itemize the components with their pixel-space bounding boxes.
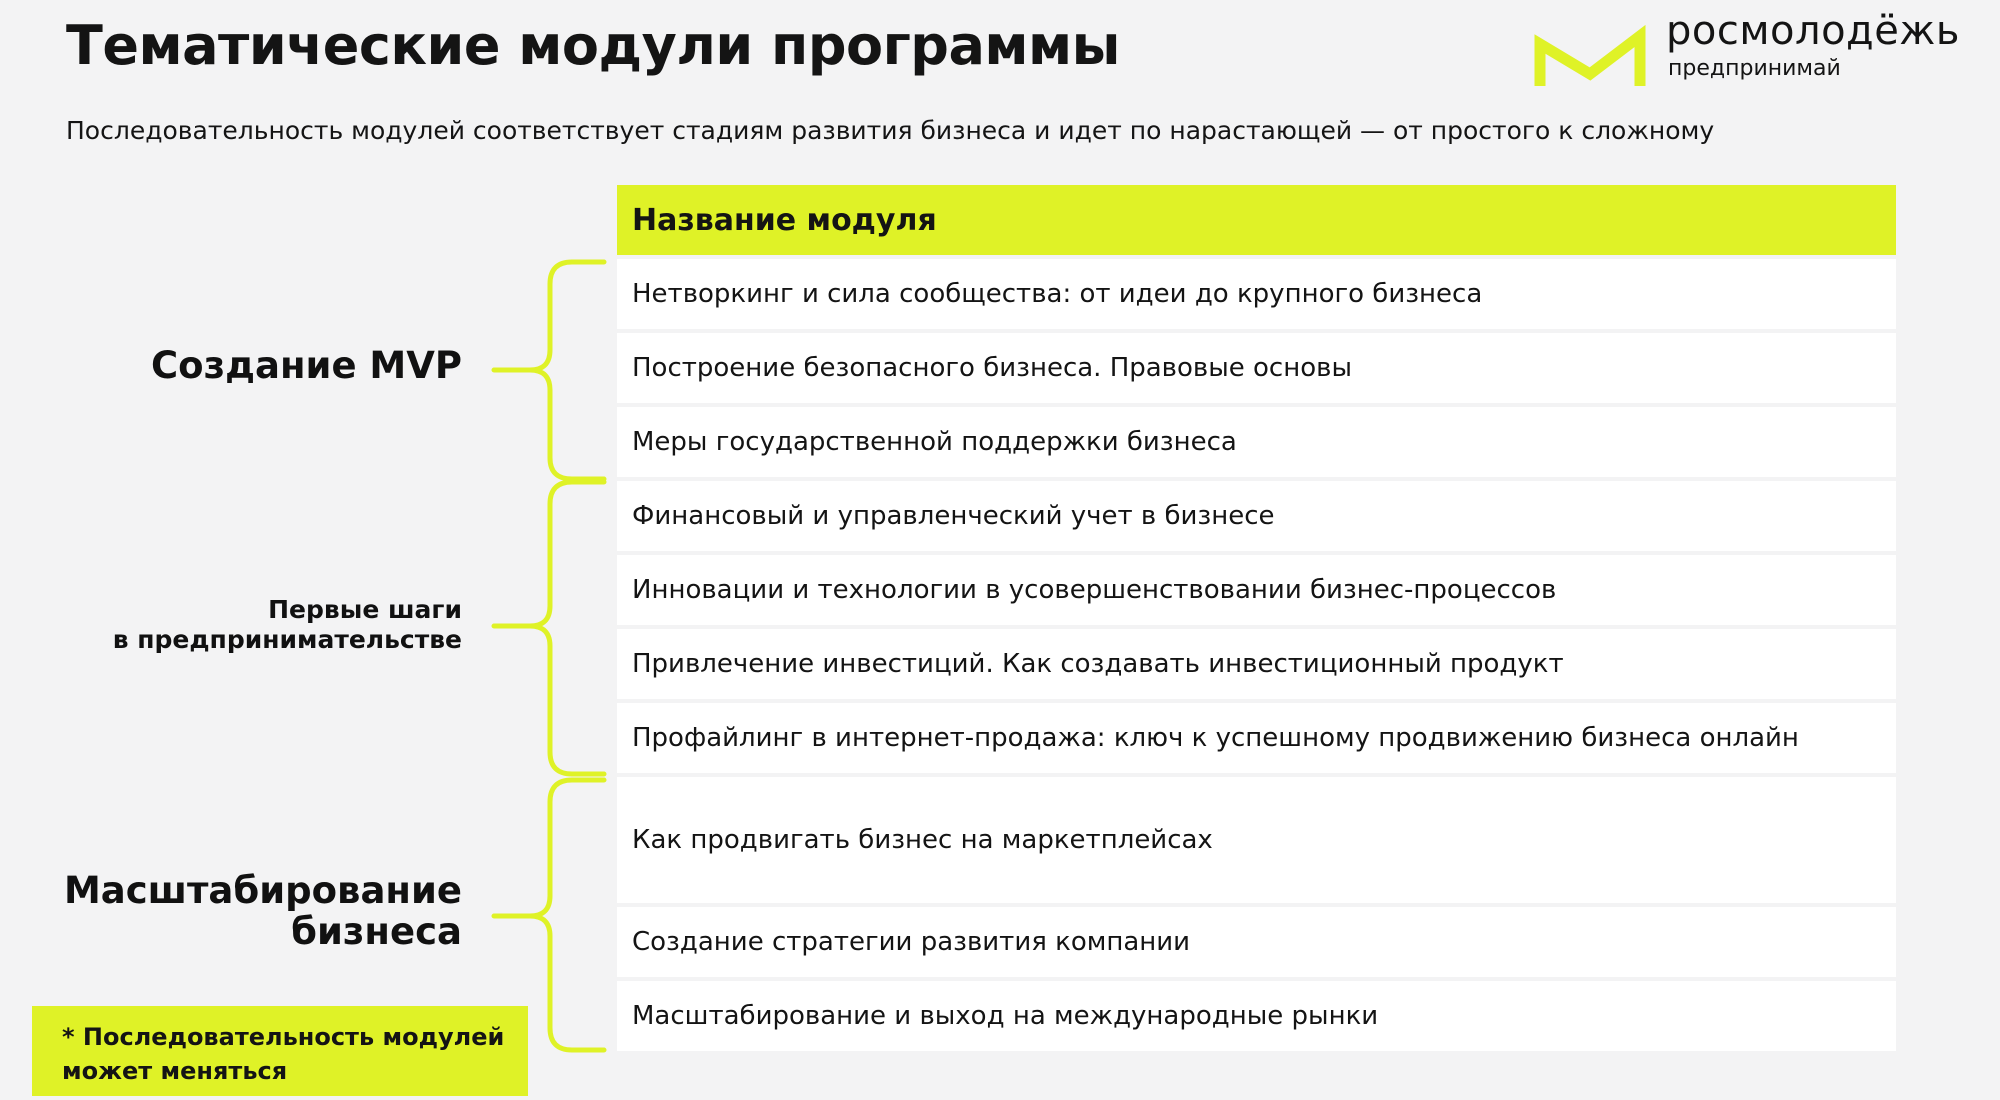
page-subtitle: Последовательность модулей соответствует стадиям развития бизнеса и идет по нарастающей — от простого к сложному (66, 116, 1715, 145)
stage-label-scaling (64, 870, 462, 952)
note-line2: может меняться (62, 1057, 288, 1085)
table-row: Как продвигать бизнес на маркетплейсах (617, 777, 1896, 903)
table-row: Привлечение инвестиций. Как создавать инвестиционный продукт (617, 629, 1896, 699)
stage-first-steps-line2: в предпринимательстве (112, 625, 462, 654)
note-line1: * Последовательность модулей (62, 1023, 505, 1051)
table-row: Создание стратегии развития компании (617, 907, 1896, 977)
table-row: Нетворкинг и сила сообщества: от идеи до крупного бизнеса (617, 259, 1896, 329)
table-row: Меры государственной поддержки бизнеса (617, 407, 1896, 477)
table-row: Масштабирование и выход на международные рынки (617, 981, 1896, 1051)
bracket-mvp (494, 262, 604, 479)
modules-table (617, 185, 1896, 1051)
sequence-note (32, 1006, 528, 1096)
logo-tagline: предпринимай (1668, 56, 1841, 81)
stage-first-steps-line1: Первые шаги (268, 595, 462, 624)
stage-label-first-steps (113, 595, 462, 655)
bracket-first-steps (494, 482, 604, 774)
logo-mark-icon (1534, 24, 1646, 90)
brand-logo (1534, 10, 1974, 90)
page-title: Тематические модули программы (66, 14, 1121, 77)
table-row: Профайлинг в интернет-продажа: ключ к успешному продвижению бизнеса онлайн (617, 703, 1896, 773)
table-header: Название модуля (617, 185, 1896, 255)
stage-scaling-line2: бизнеса (291, 910, 462, 953)
stage-label-mvp: Создание MVP (151, 344, 462, 387)
table-row: Финансовый и управленческий учет в бизнесе (617, 481, 1896, 551)
table-row: Построение безопасного бизнеса. Правовые основы (617, 333, 1896, 403)
table-row: Инновации и технологии в усовершенствовании бизнес-процессов (617, 555, 1896, 625)
stage-scaling-line1: Масштабирование (63, 869, 462, 912)
logo-name: росмолодёжь (1666, 8, 1960, 54)
